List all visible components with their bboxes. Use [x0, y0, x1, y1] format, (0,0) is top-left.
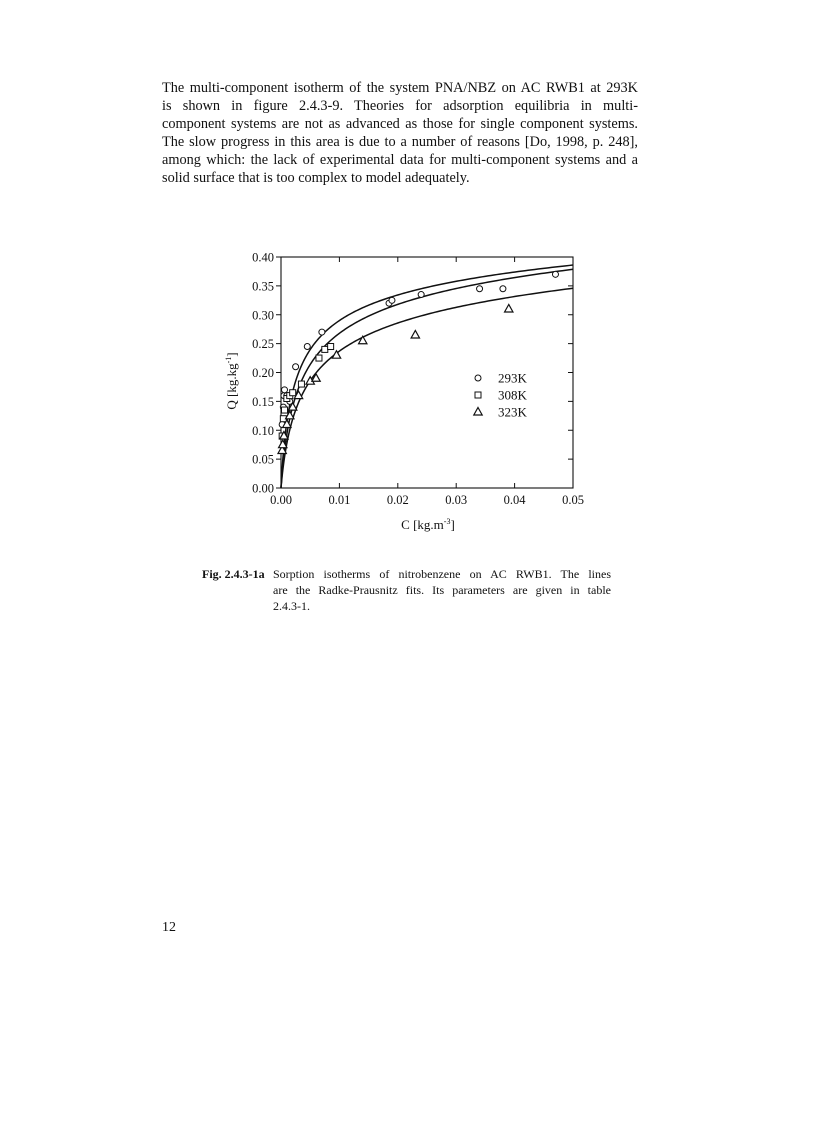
fit-line-293K	[281, 265, 573, 488]
legend-marker-323K	[474, 408, 482, 416]
isotherm-chart	[218, 245, 588, 550]
legend-label-323K: 323K	[498, 404, 527, 420]
figure-caption-label: Fig. 2.4.3-1a	[202, 567, 265, 581]
page-number: 12	[162, 920, 176, 935]
data-point-293K	[552, 271, 558, 277]
data-point-308K	[282, 407, 288, 413]
y-tick-label: 0.40	[252, 250, 274, 265]
y-tick-label: 0.05	[252, 452, 274, 467]
y-tick-label: 0.30	[252, 308, 274, 323]
data-point-308K	[322, 346, 328, 352]
x-tick-label: 0.02	[386, 493, 409, 507]
data-point-293K	[293, 364, 299, 370]
body-line: among which: the lack of experimental data for multi-component systems and a	[162, 152, 638, 168]
data-point-308K	[316, 355, 322, 361]
body-line: is shown in figure 2.4.3-9. Theories for adsorption equilibria in multi-	[162, 98, 638, 114]
fit-lines	[281, 265, 573, 488]
x-tick-label: 0.03	[445, 493, 468, 507]
data-point-293K	[500, 286, 506, 292]
data-point-308K	[328, 344, 334, 350]
data-point-293K	[418, 292, 424, 298]
legend-marker-308K	[475, 392, 481, 398]
caption-line: are the Radke-Prausnitz fits. Its parameters are given in table	[273, 583, 611, 597]
data-point-293K	[319, 329, 325, 335]
y-tick-label: 0.10	[252, 423, 274, 438]
caption-line: Sorption isotherms of nitrobenzene on AC RWB1. The lines	[273, 567, 611, 581]
y-tick-label: 0.20	[252, 366, 274, 380]
data-point-323K	[505, 304, 513, 312]
legend	[474, 371, 528, 420]
x-tick-label: 0.05	[562, 493, 584, 507]
data-point-323K	[411, 330, 419, 338]
fit-line-323K	[281, 288, 573, 488]
legend-label-308K: 308K	[498, 387, 527, 403]
y-tick-label: 0.35	[252, 279, 274, 294]
y-axis-label: Q $[kg.kg^{-1}]$	[224, 352, 239, 410]
plot-border	[281, 257, 573, 488]
data-point-293K	[282, 387, 288, 393]
data-point-308K	[298, 381, 304, 387]
data-point-293K	[389, 297, 395, 303]
body-line: component systems are not as advanced as those for single component systems.	[162, 116, 638, 132]
body-paragraph	[162, 79, 638, 187]
figure-caption-text	[273, 566, 611, 614]
x-tick-label: 0.01	[328, 493, 351, 507]
data-point-323K	[359, 336, 367, 344]
x-tick-label: 0.04	[503, 493, 526, 507]
x-tick-label: 0.00	[270, 493, 292, 507]
data-point-308K	[290, 390, 296, 396]
legend-marker-293K	[475, 375, 481, 381]
y-tick-label: 0.15	[252, 394, 274, 409]
plot-frame	[281, 257, 573, 488]
body-line: The slow progress in this area is due to a number of reasons [Do, 1998, p. 248],	[162, 134, 638, 150]
data-point-293K	[304, 344, 310, 350]
caption-line: 2.4.3-1.	[273, 599, 310, 613]
fit-line-308K	[281, 269, 573, 488]
y-tick-label: 0.25	[252, 337, 274, 352]
data-point-293K	[477, 286, 483, 292]
legend-label-293K: 293K	[498, 370, 527, 386]
x-axis-label: C $[kg.m^{-3}]$	[401, 517, 455, 532]
body-line: The multi-component isotherm of the system PNA/NBZ on AC RWB1 at 293K	[162, 80, 638, 96]
body-line: solid surface that is too complex to model adequately.	[162, 170, 470, 186]
y-tick-label: 0.00	[252, 481, 274, 496]
